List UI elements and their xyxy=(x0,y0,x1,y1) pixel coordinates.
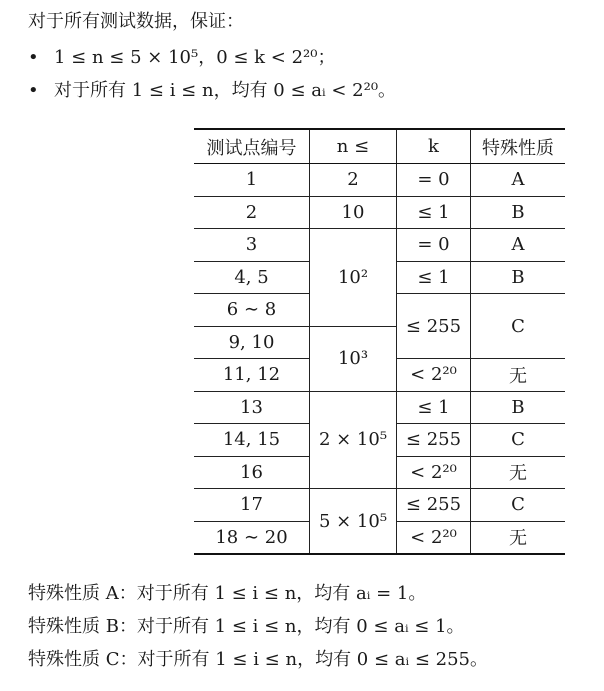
table-row xyxy=(194,164,565,197)
cell-property: B xyxy=(471,261,566,294)
cell-testcase: 6 ∼ 8 xyxy=(194,294,310,327)
cell-testcase: 4, 5 xyxy=(194,261,310,294)
special-property-a: 特殊性质 A：对于所有 1 ≤ i ≤ n，均有 aᵢ = 1。 xyxy=(28,583,427,604)
cell-k: ≤ 1 xyxy=(397,261,471,294)
cell-n: 2 xyxy=(310,164,397,197)
header-special-property: 特殊性质 xyxy=(471,129,566,164)
cell-k: ≤ 1 xyxy=(397,196,471,229)
cell-testcase: 14, 15 xyxy=(194,424,310,457)
cell-k: = 0 xyxy=(397,229,471,262)
table-row xyxy=(194,391,565,424)
header-testcase-id: 测试点编号 xyxy=(194,129,310,164)
cell-testcase: 13 xyxy=(194,391,310,424)
cell-k: ≤ 255 xyxy=(397,294,471,359)
cell-n: 5 × 10⁵ xyxy=(310,489,397,555)
cell-n: 10² xyxy=(310,229,397,327)
cell-property: A xyxy=(471,164,566,197)
special-property-b: 特殊性质 B：对于所有 1 ≤ i ≤ n，均有 0 ≤ aᵢ ≤ 1。 xyxy=(28,616,465,637)
cell-k: ≤ 255 xyxy=(397,489,471,522)
cell-k: < 2²⁰ xyxy=(397,521,471,554)
cell-property: B xyxy=(471,391,566,424)
cell-testcase: 2 xyxy=(194,196,310,229)
table-header-row xyxy=(194,129,565,164)
cell-testcase: 11, 12 xyxy=(194,359,310,392)
cell-testcase: 18 ∼ 20 xyxy=(194,521,310,554)
constraint-text-1: 1 ≤ n ≤ 5 × 10⁵，0 ≤ k < 2²⁰； xyxy=(54,47,336,68)
header-n-bound: n ≤ xyxy=(310,129,397,164)
header-k: k xyxy=(397,129,471,164)
cell-testcase: 1 xyxy=(194,164,310,197)
cell-testcase: 16 xyxy=(194,456,310,489)
cell-property: C xyxy=(471,294,566,359)
constraint-text-2: 对于所有 1 ≤ i ≤ n，均有 0 ≤ aᵢ < 2²⁰。 xyxy=(54,80,397,101)
cell-k: ≤ 255 xyxy=(397,424,471,457)
bullet-marker: • xyxy=(28,47,39,68)
table-row xyxy=(194,229,565,262)
cell-property: C xyxy=(471,424,566,457)
cell-property: 无 xyxy=(471,359,566,392)
bullet-marker: • xyxy=(28,80,39,101)
cell-n: 2 × 10⁵ xyxy=(310,391,397,489)
cell-n: 10 xyxy=(310,196,397,229)
cell-k: = 0 xyxy=(397,164,471,197)
constraint-bullet-1 xyxy=(28,46,336,70)
cell-n: 10³ xyxy=(310,326,397,391)
special-property-c: 特殊性质 C：对于所有 1 ≤ i ≤ n，均有 0 ≤ aᵢ ≤ 255。 xyxy=(28,649,489,670)
cell-property: 无 xyxy=(471,521,566,554)
cell-k: < 2²⁰ xyxy=(397,456,471,489)
cell-property: B xyxy=(471,196,566,229)
intro-text: 对于所有测试数据，保证： xyxy=(28,11,244,32)
table-row xyxy=(194,196,565,229)
cell-property: C xyxy=(471,489,566,522)
cell-property: 无 xyxy=(471,456,566,489)
table-row xyxy=(194,489,565,522)
cell-k: ≤ 1 xyxy=(397,391,471,424)
cell-testcase: 17 xyxy=(194,489,310,522)
constraint-bullet-2 xyxy=(28,79,396,103)
cell-property: A xyxy=(471,229,566,262)
cell-testcase: 3 xyxy=(194,229,310,262)
cell-testcase: 9, 10 xyxy=(194,326,310,359)
cell-k: < 2²⁰ xyxy=(397,359,471,392)
subtask-table xyxy=(194,128,565,555)
